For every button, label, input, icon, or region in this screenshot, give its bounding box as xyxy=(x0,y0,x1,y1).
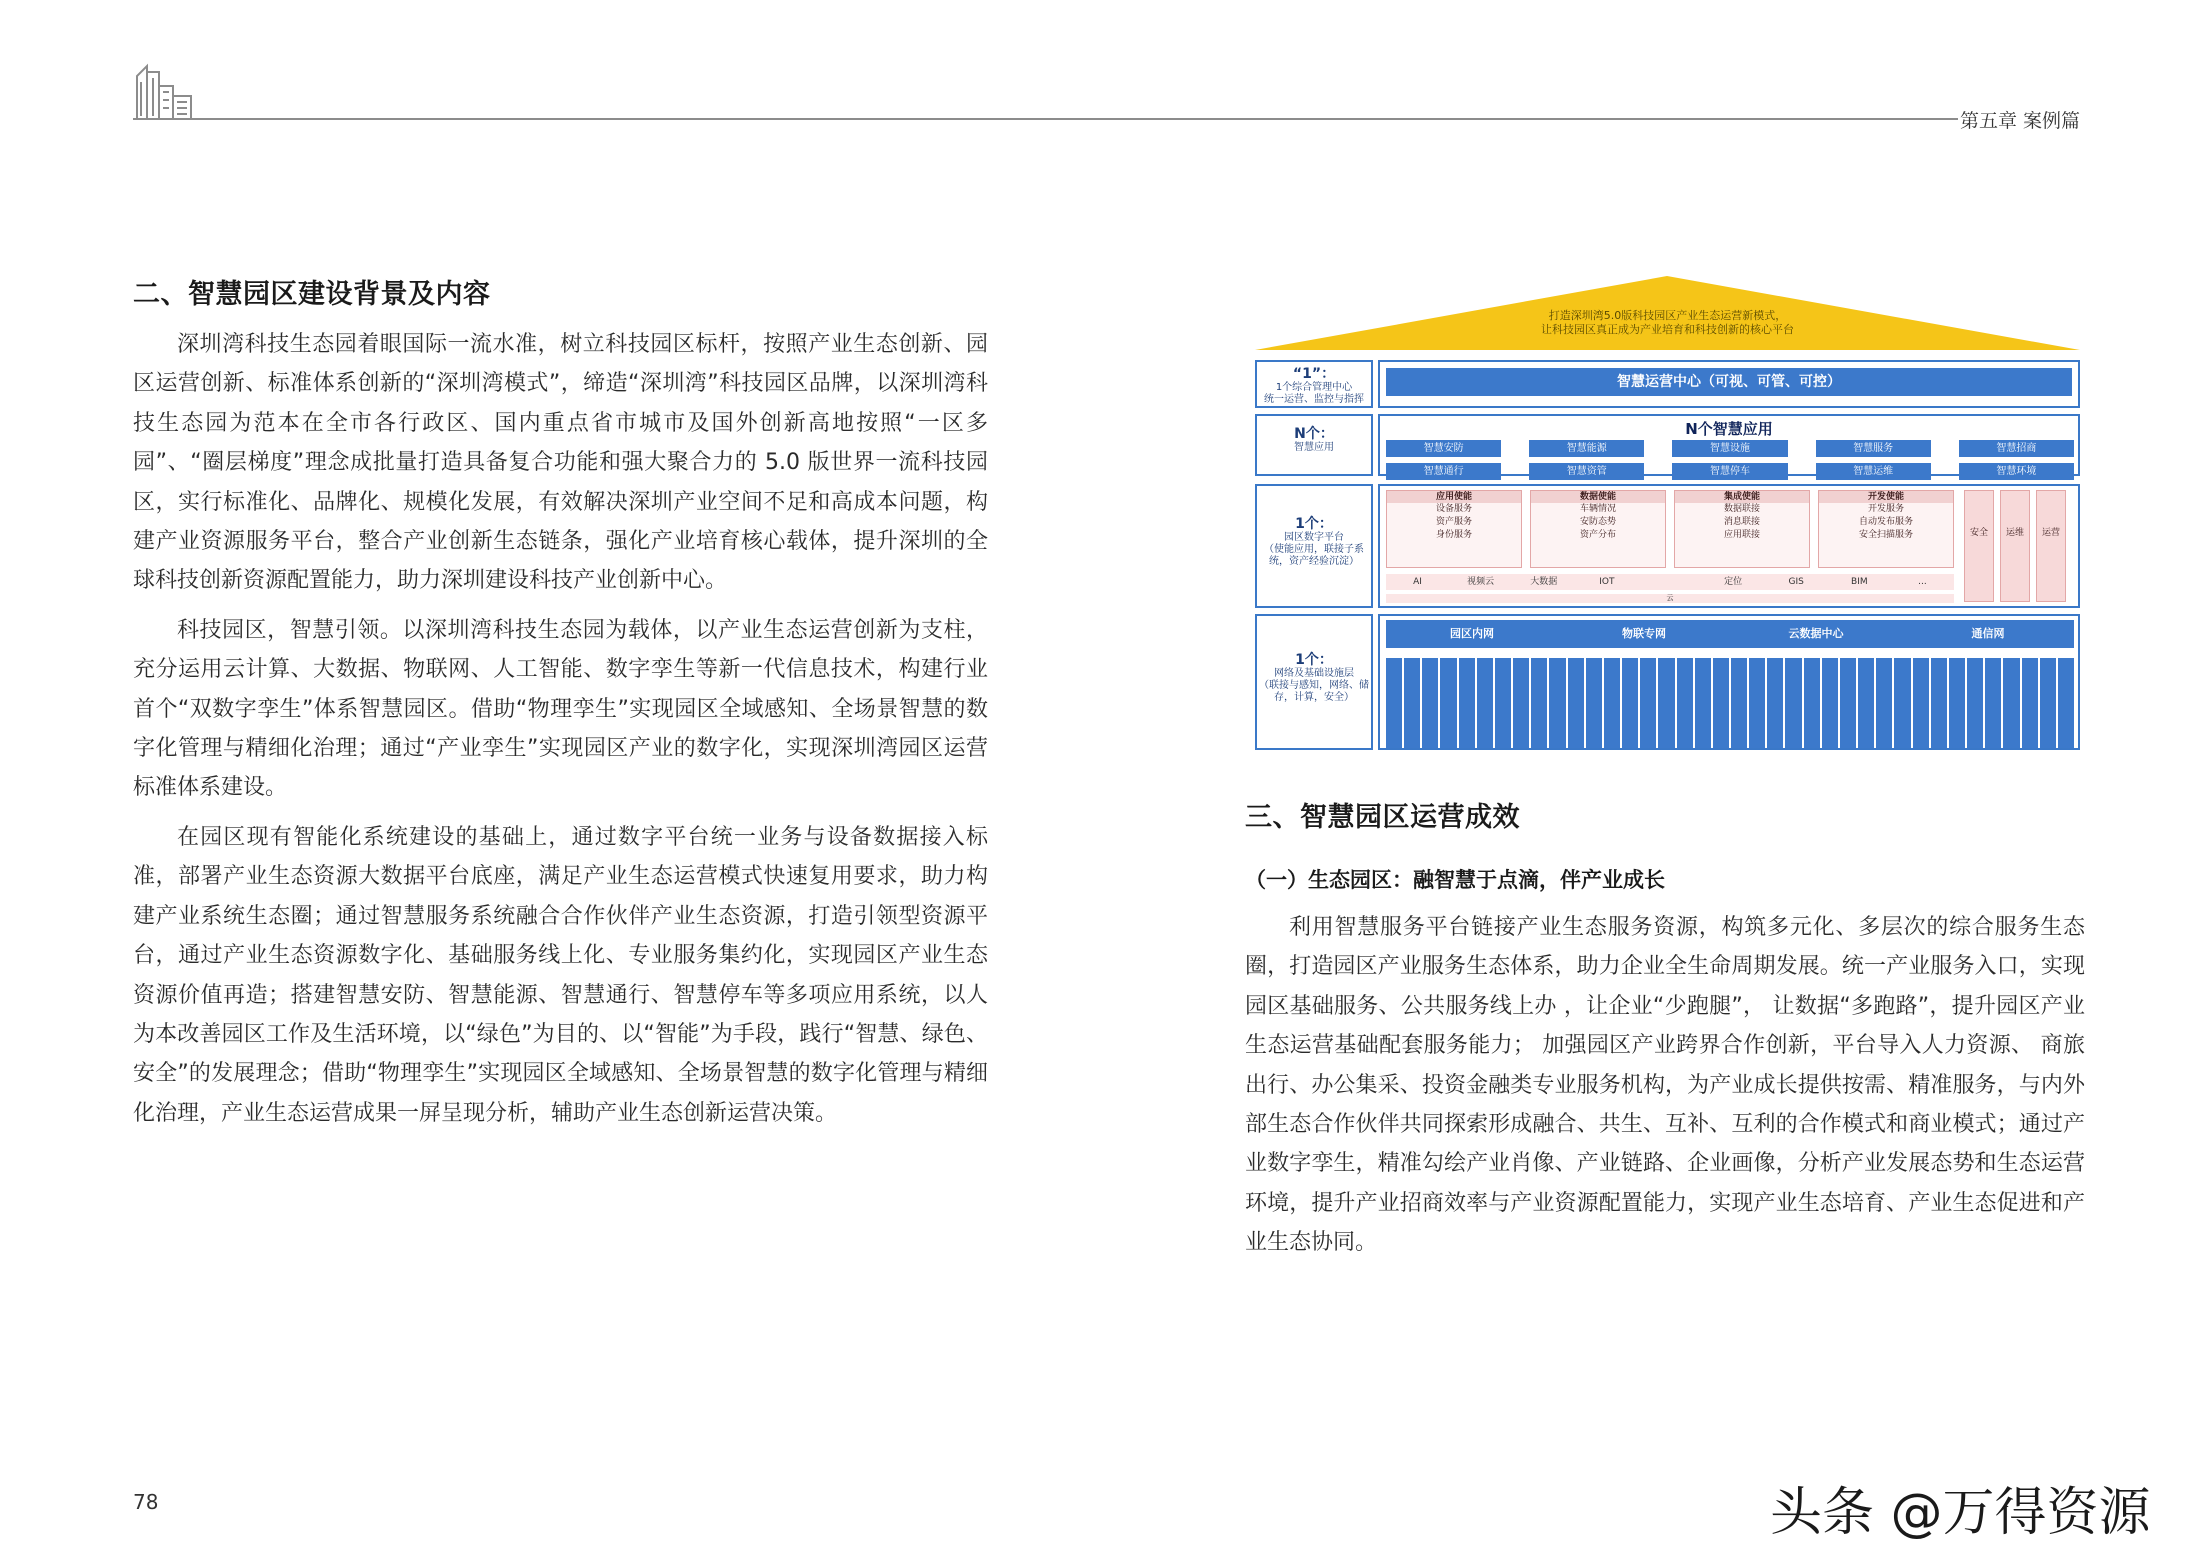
device-subsystem-bar xyxy=(1404,658,1420,748)
device-subsystem-bar xyxy=(1804,658,1820,748)
capability-head: 数据使能 xyxy=(1531,491,1665,503)
device-subsystem-bar xyxy=(1767,658,1783,748)
base-service: 定位 xyxy=(1724,577,1743,587)
building-logo-icon xyxy=(133,62,195,120)
base-service: ... xyxy=(1918,577,1927,587)
device-subsystem-bar xyxy=(1586,658,1602,748)
operations-center-bar: 智慧运营中心（可视、可管、可控） xyxy=(1386,368,2072,396)
device-subsystem-bar xyxy=(1731,658,1747,748)
page-number: 78 xyxy=(133,1490,159,1514)
row-panel-management xyxy=(1378,360,2080,408)
app-item: 智慧通行 xyxy=(1386,463,1501,480)
base-service: IOT xyxy=(1599,577,1615,587)
row-label-sub: 智慧应用 xyxy=(1294,442,1334,453)
capability-head: 集成使能 xyxy=(1675,491,1809,503)
row-panel-infrastructure xyxy=(1378,614,2080,750)
capability-item: 应用联接 xyxy=(1723,530,1760,540)
device-subsystem-bar xyxy=(1931,658,1947,748)
device-subsystem-bar xyxy=(1913,658,1929,748)
row-label-infrastructure xyxy=(1255,614,1373,750)
capability-item: 车辆情况 xyxy=(1579,504,1616,514)
device-subsystem-bar xyxy=(1822,658,1838,748)
device-subsystem-bar xyxy=(1459,658,1475,748)
device-subsystem-bar xyxy=(1640,658,1656,748)
capability-item: 消息联接 xyxy=(1723,517,1760,527)
watermark: 头条 @万得资源 xyxy=(1770,1483,2151,1543)
app-item: 智慧资管 xyxy=(1529,463,1644,480)
row-label-sub: 园区数字平台 xyxy=(1284,532,1344,543)
device-subsystem-bar xyxy=(1513,658,1529,748)
device-subsystem-bar xyxy=(1894,658,1910,748)
capability-column xyxy=(1674,490,1810,568)
app-grid xyxy=(1386,440,2074,480)
row-panel-platform xyxy=(1378,484,2080,608)
device-subsystem-bar xyxy=(1858,658,1874,748)
device-subsystem-bar xyxy=(1749,658,1765,748)
side-security: 安全 xyxy=(1964,490,1994,602)
row-panel-apps xyxy=(1378,414,2080,476)
paragraph-4: 利用智慧服务平台链接产业生态服务资源，构筑多元化、多层次的综合服务生态圈，打造园区产业服务生态体系，助力企业全生命周期发展。统一产业服务入口，实现园区基础服务、公共服务线上办 ，让企业“少跑腿”， 让数据“多跑路”，提升园区产业生态运营基础配套服务能力； 加强园区产业跨界合作创新，平台导入人力资源、 商旅出行、办公集采、投资金融类专业服务机构，为产业成长提供按需、精准服务，与内外部生态合作伙伴共同探索形成融合、共生、互补、互利的合作模式和商业模式；通过产业数字孪生，精准勾绘产业肖像、产业链路、企业画像，分析产业发展态势和生态运营环境，提升产业招商效率与产业资源配置能力，实现产业生态培育、产业生态促进和产业生态协同。 xyxy=(1245,915,2085,1256)
roof-text xyxy=(1250,309,2085,337)
base-service: GIS xyxy=(1788,577,1804,587)
device-subsystem-bar xyxy=(1604,658,1620,748)
row-label-apps xyxy=(1255,414,1373,476)
roof-line-1: 打造深圳湾5.0版科技园区产业生态运营新模式， xyxy=(1548,309,1787,322)
row-label-sub: （联接与感知，网络、储存，计算，安全） xyxy=(1259,680,1369,703)
app-item: 智慧停车 xyxy=(1672,463,1787,480)
row-label-platform xyxy=(1255,484,1373,608)
device-subsystem-bar xyxy=(1440,658,1456,748)
left-column xyxy=(133,272,988,1143)
capability-item: 设备服务 xyxy=(1435,504,1472,514)
network-item: 物联专网 xyxy=(1622,627,1666,640)
side-ops: 运维 xyxy=(2000,490,2030,602)
device-subsystem-bar xyxy=(2058,658,2074,748)
right-column xyxy=(1245,795,2085,1273)
app-item: 智慧环境 xyxy=(1959,463,2074,480)
base-service xyxy=(1638,574,1701,590)
device-subsystem-row xyxy=(1386,658,2074,748)
roof-line-2: 让科技园区真正成为产业培育和科技创新的核心平台 xyxy=(1541,323,1794,336)
side-operation: 运营 xyxy=(2036,490,2066,602)
capability-item: 身份服务 xyxy=(1435,530,1472,540)
device-subsystem-bar xyxy=(2003,658,2019,748)
n-apps-title: N个智慧应用 xyxy=(1685,420,1773,438)
capability-item: 数据联接 xyxy=(1723,504,1760,514)
base-service: 视频云 xyxy=(1467,577,1495,587)
chapter-label: 第五章 案例篇 xyxy=(1960,110,2081,132)
device-subsystem-bar xyxy=(1477,658,1493,748)
device-subsystem-bar xyxy=(1495,658,1511,748)
cloud-row: 云 xyxy=(1386,594,1954,603)
device-subsystem-bar xyxy=(1622,658,1638,748)
device-subsystem-bar xyxy=(1967,658,1983,748)
base-services-row xyxy=(1386,574,1954,590)
device-subsystem-bar xyxy=(1386,658,1402,748)
row-label-title: 1个： xyxy=(1295,516,1333,532)
device-subsystem-bar xyxy=(1549,658,1565,748)
app-item: 智慧服务 xyxy=(1816,440,1931,457)
capability-item: 安全扫描服务 xyxy=(1858,530,1913,540)
capability-item: 自动发布服务 xyxy=(1858,517,1913,527)
network-item: 通信网 xyxy=(1971,627,2005,640)
section-heading-3: 三、智慧园区运营成效 xyxy=(1245,802,1520,833)
architecture-diagram xyxy=(1250,272,2085,750)
app-item: 智慧招商 xyxy=(1959,440,2074,457)
capability-row xyxy=(1386,490,1954,568)
app-item: 智慧设施 xyxy=(1672,440,1787,457)
capability-item: 安防态势 xyxy=(1579,517,1616,527)
row-label-title: 1个： xyxy=(1295,652,1333,668)
row-label-title: N个： xyxy=(1294,426,1334,442)
row-label-title: “1”： xyxy=(1292,366,1336,382)
device-subsystem-bar xyxy=(1985,658,2001,748)
row-label-sub: 网络及基础设施层 xyxy=(1274,668,1354,679)
base-service: BIM xyxy=(1851,577,1868,587)
row-label-sub: （使能应用，联接子系统，资产经验沉淀） xyxy=(1264,544,1364,567)
network-bar xyxy=(1386,620,2074,648)
device-subsystem-bar xyxy=(1840,658,1856,748)
device-subsystem-bar xyxy=(1658,658,1674,748)
device-subsystem-bar xyxy=(1531,658,1547,748)
row-label-sub: 1个综合管理中心 xyxy=(1275,382,1353,393)
device-subsystem-bar xyxy=(1695,658,1711,748)
capability-item: 开发服务 xyxy=(1867,504,1904,514)
header-divider xyxy=(133,118,1958,120)
paragraph-2: 科技园区，智慧引领。以深圳湾科技生态园为载体，以产业生态运营创新为支柱，充分运用云计算、大数据、物联网、人工智能、数字孪生等新一代信息技术，构建行业首个“双数字孪生”体系智慧园区。借助“物理孪生”实现园区全域感知、全场景智慧的数字化管理与精细化治理；通过“产业孪生”实现园区产业的数字化，实现深圳湾园区运营标准体系建设。 xyxy=(133,617,988,801)
capability-column xyxy=(1530,490,1666,568)
subsection-heading: （一）生态园区：融智慧于点滴，伴产业成长 xyxy=(1245,868,1665,892)
device-subsystem-bar xyxy=(1713,658,1729,748)
device-subsystem-bar xyxy=(1677,658,1693,748)
paragraph-1: 深圳湾科技生态园着眼国际一流水准，树立科技园区标杆，按照产业生态创新、园区运营创新、标准体系创新的“深圳湾模式”，缔造“深圳湾”科技园区品牌，以深圳湾科技生态园为范本在全市各行政区、国内重点省市城市及国外创新高地按照“一区多园”、“圈层梯度”理念成批量打造具备复合功能和强大聚合力的 5.0 版世界一流科技园区，实行标准化、品牌化、规模化发展，有效解决深圳产业空间不足和高成本问题，构建产业资源服务平台，整合产业创新生态链条，强化产业培育核心载体，提升深圳的全球科技创新资源配置能力，助力深圳建设科技产业创新中心。 xyxy=(133,332,988,594)
base-service: AI xyxy=(1413,577,1422,587)
capability-column xyxy=(1818,490,1954,568)
device-subsystem-bar xyxy=(2040,658,2056,748)
paragraph-3: 在园区现有智能化系统建设的基础上，通过数字平台统一业务与设备数据接入标准，部署产业生态资源大数据平台底座，满足产业生态运营模式快速复用要求，助力构建产业系统生态圈；通过智慧服务系统融合合作伙伴产业生态资源，打造引领型资源平台，通过产业生态资源数字化、基础服务线上化、专业服务集约化，实现园区产业生态资源价值再造；搭建智慧安防、智慧能源、智慧通行、智慧停车等多项应用系统，以人为本改善园区工作及生活环境，以“绿色”为目的、以“智能”为手段，践行“智慧、绿色、安全”的发展理念；借助“物理孪生”实现园区全域感知、全场景智慧的数字化管理与精细化治理，产业生态运营成果一屏呈现分析，辅助产业生态创新运营决策。 xyxy=(133,824,988,1126)
capability-item: 资产分布 xyxy=(1579,530,1616,540)
device-subsystem-bar xyxy=(1785,658,1801,748)
device-subsystem-bar xyxy=(2022,658,2038,748)
app-item: 智慧安防 xyxy=(1386,440,1501,457)
capability-head: 开发使能 xyxy=(1819,491,1953,503)
device-subsystem-bar xyxy=(1876,658,1892,748)
section-heading-2: 二、智慧园区建设背景及内容 xyxy=(133,279,491,310)
device-subsystem-bar xyxy=(1568,658,1584,748)
device-subsystem-bar xyxy=(1422,658,1438,748)
row-label-management xyxy=(1255,360,1373,408)
device-subsystem-bar xyxy=(1949,658,1965,748)
app-item: 智慧运维 xyxy=(1816,463,1931,480)
capability-column xyxy=(1386,490,1522,568)
base-service: 大数据 xyxy=(1530,577,1558,587)
capability-item: 资产服务 xyxy=(1435,517,1472,527)
network-item: 园区内网 xyxy=(1450,627,1494,640)
network-item: 云数据中心 xyxy=(1788,627,1844,640)
capability-head: 应用使能 xyxy=(1387,491,1521,503)
row-label-sub: 统一运营、监控与指挥 xyxy=(1264,394,1364,405)
app-item: 智慧能源 xyxy=(1529,440,1644,457)
